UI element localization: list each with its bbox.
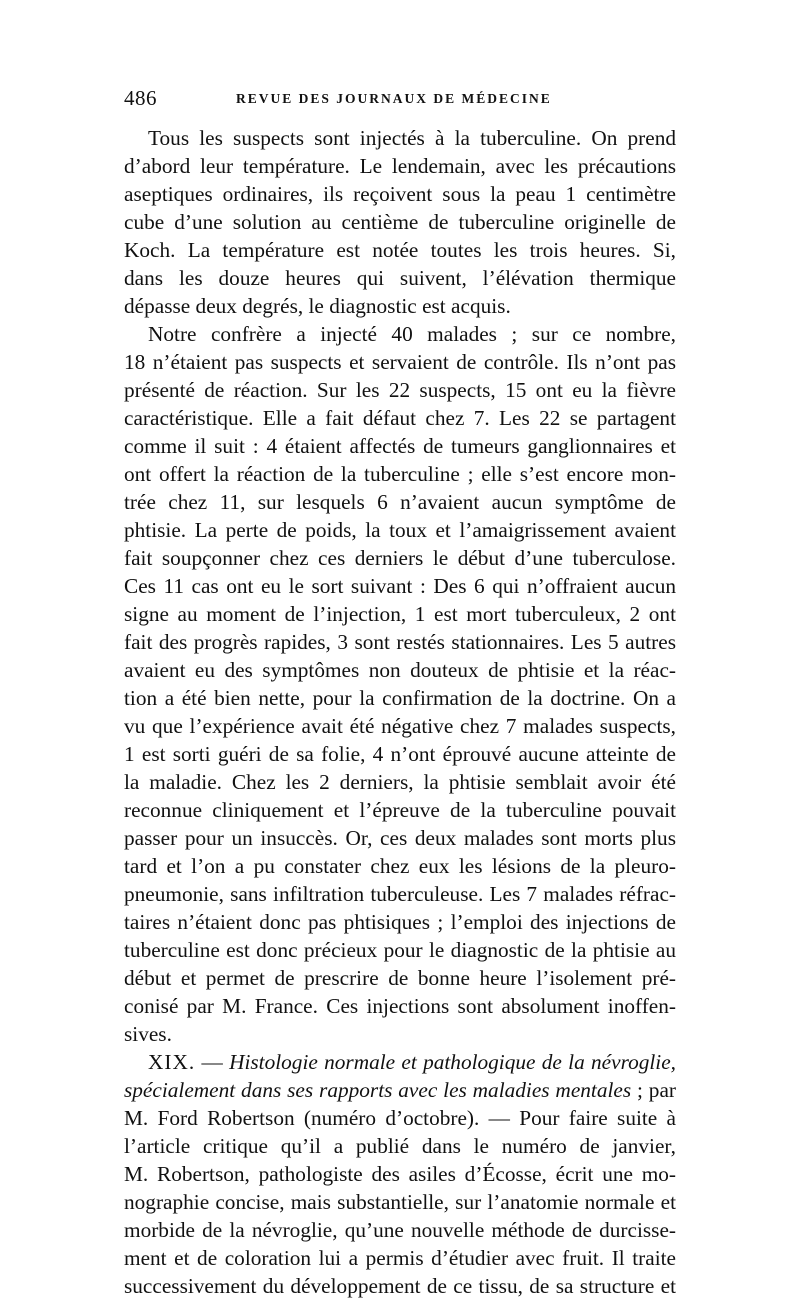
text-line: pneumonie, sans infiltration tuberculeuse. Les 7 malades réfrac-	[124, 882, 676, 906]
text-line: reconnue cliniquement et l’épreuve de la tuberculine pouvait	[124, 798, 676, 822]
article-title: Histologie normale et pathologique de la névroglie,	[229, 1050, 676, 1074]
page-header	[124, 86, 676, 116]
text-line: caractéristique. Elle a fait défaut chez 7. Les 22 se partagent	[124, 406, 676, 430]
text-line: Ces 11 cas ont eu le sort suivant : Des 6 qui n’offraient aucun	[124, 574, 676, 598]
text-line: signe au moment de l’injection, 1 est mort tuberculeux, 2 ont	[124, 602, 676, 626]
text-line: présenté de réaction. Sur les 22 suspects, 15 ont eu la fièvre	[124, 378, 676, 402]
text-line: trée chez 11, sur lesquels 6 n’avaient aucun symptôme de	[124, 490, 676, 514]
text-line: M. Robertson, pathologiste des asiles d’Écosse, écrit une mo-	[124, 1162, 676, 1186]
text-line: aseptiques ordinaires, ils reçoivent sous la peau 1 centimètre	[124, 182, 676, 206]
text-line: conisé par M. France. Ces injections sont absolument inoffen-	[124, 994, 676, 1018]
text-line: successivement du développement de ce tissu, de sa structure et	[124, 1274, 676, 1298]
text-line: début et permet de prescrire de bonne heure l’isolement pré-	[124, 966, 676, 990]
text-line: fait des progrès rapides, 3 sont restés stationnaires. Les 5 autres	[124, 630, 676, 654]
text-line: morbide de la névroglie, qu’une nouvelle méthode de durcisse-	[124, 1218, 676, 1242]
text-line: fait soupçonner chez ces derniers le début d’une tuberculose.	[124, 546, 676, 570]
text-line: dépasse deux degrés, le diagnostic est acquis.	[124, 294, 511, 318]
section-heading-line	[124, 1076, 676, 1104]
text-line: comme il suit : 4 étaient affectés de tumeurs ganglionnaires et	[124, 434, 676, 458]
article-title-continued: spécialement dans ses rapports avec les maladies mentales	[124, 1078, 632, 1102]
text-line: tion a été bien nette, pour la confirmation de la doctrine. On a	[124, 686, 676, 710]
text-line: l’article critique qu’il a publié dans le numéro de janvier,	[124, 1134, 676, 1158]
text-line: avaient eu des symptômes non douteux de phtisie et la réac-	[124, 658, 676, 682]
text-line: sives.	[124, 1022, 172, 1046]
text-line: dans les douze heures qui suivent, l’élévation thermique	[124, 266, 676, 290]
section-heading-line	[148, 1048, 676, 1076]
text-line: Koch. La température est notée toutes les trois heures. Si,	[124, 238, 676, 262]
section-dash: —	[195, 1050, 230, 1074]
text-line: taires n’étaient donc pas phtisiques ; l’emploi des injections de	[124, 910, 676, 934]
text-line: ment et de coloration lui a permis d’étudier avec fruit. Il traite	[124, 1246, 676, 1270]
text-line: cube d’une solution au centième de tuberculine originelle de	[124, 210, 676, 234]
text-line: 18 n’étaient pas suspects et servaient de contrôle. Ils n’ont pas	[124, 350, 676, 374]
text-line: ont offert la réaction de la tuberculine ; elle s’est encore mon-	[124, 462, 676, 486]
text-line: vu que l’expérience avait été négative chez 7 malades suspects,	[124, 714, 676, 738]
section-numeral: XIX.	[148, 1050, 196, 1074]
text-line: Tous les suspects sont injectés à la tuberculine. On prend	[148, 126, 676, 150]
text-line: tard et l’on a pu constater chez eux les lésions de la pleuro-	[124, 854, 676, 878]
text-line: d’abord leur température. Le lendemain, avec les précautions	[124, 154, 676, 178]
text-line: M. Ford Robertson (numéro d’octobre). — Pour faire suite à	[124, 1106, 676, 1130]
text-line: passer pour un insuccès. Or, ces deux malades sont morts plus	[124, 826, 676, 850]
text-line: phtisie. La perte de poids, la toux et l’amaigrissement avaient	[124, 518, 676, 542]
running-head: REVUE DES JOURNAUX DE MÉDECINE	[236, 91, 552, 106]
article-author-prefix: ; par	[631, 1078, 676, 1102]
page-number: 486	[124, 86, 157, 110]
text-line: 1 est sorti guéri de sa folie, 4 n’ont éprouvé aucune atteinte de	[124, 742, 676, 766]
text-line: tuberculine est donc précieux pour le diagnostic de la phtisie au	[124, 938, 676, 962]
text-line: Notre confrère a injecté 40 malades ; sur ce nombre,	[148, 322, 676, 346]
text-line: nographie concise, mais substantielle, sur l’anatomie normale et	[124, 1190, 676, 1214]
text-line: la maladie. Chez les 2 derniers, la phtisie semblait avoir été	[124, 770, 676, 794]
